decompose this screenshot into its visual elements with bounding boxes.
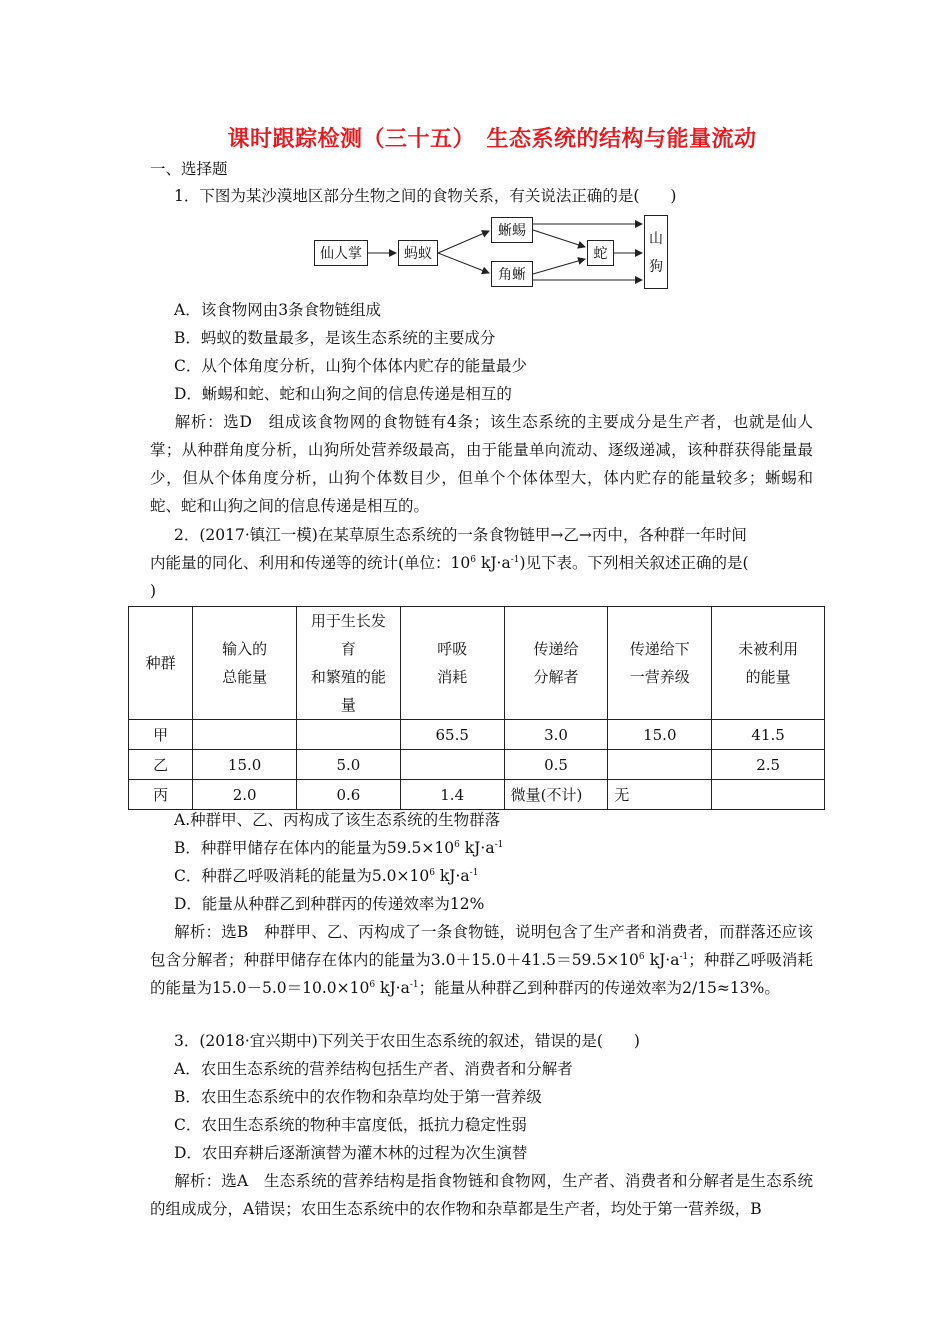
table-cell	[193, 720, 297, 750]
table-cell: 65.5	[400, 720, 504, 750]
q2-stem-line2-c: )见下表。下列相关叙述正确的是(	[519, 554, 749, 572]
q2-stem	[150, 521, 813, 605]
arrow-ant-hornedlizard	[438, 253, 489, 273]
table-cell	[608, 750, 712, 780]
q2-exp: -1	[679, 952, 689, 962]
arrow-hornedlizard-snake	[533, 259, 585, 274]
table-cell: 5.0	[297, 750, 401, 780]
q2-arrow-1: →	[550, 526, 564, 544]
q2-exp: 6	[429, 868, 435, 878]
q1-option-a: A．该食物网由3条食物链组成	[174, 301, 382, 319]
q2-exp: -1	[409, 980, 419, 990]
q2-option-d: D．能量从种群乙到种群丙的传递效率为12%	[174, 895, 485, 913]
q2-option-a: A.种群甲、乙、丙构成了该生态系统的生物群落	[174, 811, 501, 829]
q2-stem-part-a: 2．(2017·镇江一模)在某草原生态系统的一条食物链甲	[174, 526, 551, 544]
q2-stem-line2-b: kJ·a	[476, 554, 511, 572]
th-decomposer: 传递给 分解者	[504, 607, 608, 720]
q1-analysis-text: 解析：选D 组成该食物网的食物链有4条；该生态系统的主要成分是生产者，也就是仙人掌；从种群角度分析，山狗所处营养级最高，由于能量单向流动、逐级递减，该种群获得能量最少，但从个体角度分析，山狗个体数目少，但单个个体体型大，体内贮存的能量较多；蜥蜴和蛇、蛇和山狗之间的信息传递是相互的。	[150, 413, 813, 515]
q2-stem-line3: )	[150, 582, 157, 600]
q2-exp: -1	[469, 868, 479, 878]
q3-option-b: B．农田生态系统中的农作物和杂草均处于第一营养级	[174, 1088, 542, 1106]
q2-option-b-text: B．种群甲储存在体内的能量为59.5×10	[174, 839, 455, 857]
table-cell: 甲	[129, 720, 193, 750]
node-coyote-char2: 狗	[649, 259, 663, 275]
table-cell: 2.0	[193, 780, 297, 810]
q1-stem: 1．下图为某沙漠地区部分生物之间的食物关系，有关说法正确的是( )	[174, 187, 677, 205]
node-ant: 蚂蚁	[398, 240, 438, 266]
q2-analysis	[150, 918, 813, 1002]
th-text: 种群	[145, 654, 176, 672]
q2-stem-part-b: 乙	[563, 526, 579, 544]
q2-stem-part-c: 丙中，各种群一年时间	[591, 526, 747, 544]
node-horned-lizard: 角蜥	[491, 261, 533, 287]
q3-stem: 3．(2018·宜兴期中)下列关于农田生态系统的叙述，错误的是( )	[174, 1032, 640, 1050]
table-cell: 2.5	[712, 750, 825, 780]
q2-stem-line2-a: 内能量的同化、利用和传递等的统计(单位：10	[150, 554, 471, 572]
node-coyote	[644, 215, 668, 289]
q2-option-c-text: C．种群乙呼吸消耗的能量为5.0×10	[174, 867, 430, 885]
q3-option-c: C．农田生态系统的物种丰富度低，抵抗力稳定性弱	[174, 1116, 527, 1134]
node-coyote-char1: 山	[649, 231, 663, 247]
th-input: 输入的 总能量	[193, 607, 297, 720]
node-cactus: 仙人掌	[314, 240, 368, 266]
table-row	[129, 780, 825, 810]
q2-option-c	[174, 862, 478, 890]
th-next-level: 传递给下 一营养级	[608, 607, 712, 720]
arrow-ant-lizard	[438, 231, 489, 253]
q2-exp: 6	[638, 952, 645, 962]
table-row	[129, 720, 825, 750]
page-title: 课时跟踪检测（三十五） 生态系统的结构与能量流动	[227, 127, 757, 152]
q3-option-a: A．农田生态系统的营养结构包括生产者、消费者和分解者	[174, 1060, 573, 1078]
table-cell	[712, 780, 825, 810]
table-cell: 15.0	[193, 750, 297, 780]
table-cell: 0.5	[504, 750, 608, 780]
energy-table	[128, 606, 825, 810]
q2-exp: -1	[510, 555, 520, 565]
q2-exp: 6	[470, 555, 477, 565]
table-cell: 微量(不计)	[504, 780, 608, 810]
q2-option-b	[174, 834, 503, 862]
table-cell: 41.5	[712, 720, 825, 750]
node-snake: 蛇	[587, 240, 614, 266]
table-cell: 无	[608, 780, 712, 810]
q1-analysis	[150, 408, 813, 520]
table-row	[129, 750, 825, 780]
table-header-row	[129, 607, 825, 720]
q2-exp: -1	[494, 840, 504, 850]
table-cell: 乙	[129, 750, 193, 780]
th-species	[129, 607, 193, 720]
q3-analysis	[150, 1167, 813, 1223]
q2-unit: kJ·a	[459, 839, 495, 857]
q2-analysis-a: 解析：选B 种群甲、乙、丙构成了一条食物链，说明包含了生产者和消费者，而群落还应该包含分解者；种群甲储存在体内的能量为3.0＋15.0＋41.5＝59.5×10	[150, 923, 813, 969]
q2-analysis-e: ；能量从种群乙到种群丙的传递效率为2/15≈13%。	[418, 979, 780, 997]
table-cell	[297, 720, 401, 750]
th-unused: 未被利用 的能量	[712, 607, 825, 720]
q3-analysis-text: 解析：选A 生态系统的营养结构是指食物链和食物网，生产者、消费者和分解者是生态系统的组成成分，A错误；农田生态系统中的农作物和杂草都是生产者，均处于第一营养级，B	[150, 1172, 813, 1218]
q2-exp: 6	[369, 980, 376, 990]
q3-option-d: D．农田弃耕后逐渐演替为灌木林的过程为次生演替	[174, 1144, 528, 1162]
arrow-lizard-snake	[533, 230, 585, 247]
table-cell: 3.0	[504, 720, 608, 750]
q2-analysis-b: kJ·a	[644, 951, 680, 969]
q2-analysis-c: ；种群乙呼吸消耗的能量为15.0－5.0＝10.0×10	[150, 951, 813, 997]
table-cell: 1.4	[400, 780, 504, 810]
q2-unit: kJ·a	[434, 867, 470, 885]
q2-arrow-2: →	[578, 526, 592, 544]
q2-exp: 6	[454, 840, 460, 850]
table-cell	[400, 750, 504, 780]
q2-analysis-d: kJ·a	[375, 979, 410, 997]
th-growth: 用于生长发 育 和繁殖的能 量	[297, 607, 401, 720]
table-cell: 丙	[129, 780, 193, 810]
th-respiration: 呼吸 消耗	[400, 607, 504, 720]
q1-option-c: C．从个体角度分析，山狗个体体内贮存的能量最少	[174, 357, 527, 375]
table-cell: 0.6	[297, 780, 401, 810]
table-cell: 15.0	[608, 720, 712, 750]
food-web-diagram	[310, 213, 690, 293]
node-lizard: 蜥蜴	[491, 217, 533, 243]
section-heading: 一、选择题	[150, 160, 228, 178]
q1-option-b: B．蚂蚁的数量最多，是该生态系统的主要成分	[174, 329, 496, 347]
q1-option-d: D．蜥蜴和蛇、蛇和山狗之间的信息传递是相互的	[174, 385, 512, 403]
